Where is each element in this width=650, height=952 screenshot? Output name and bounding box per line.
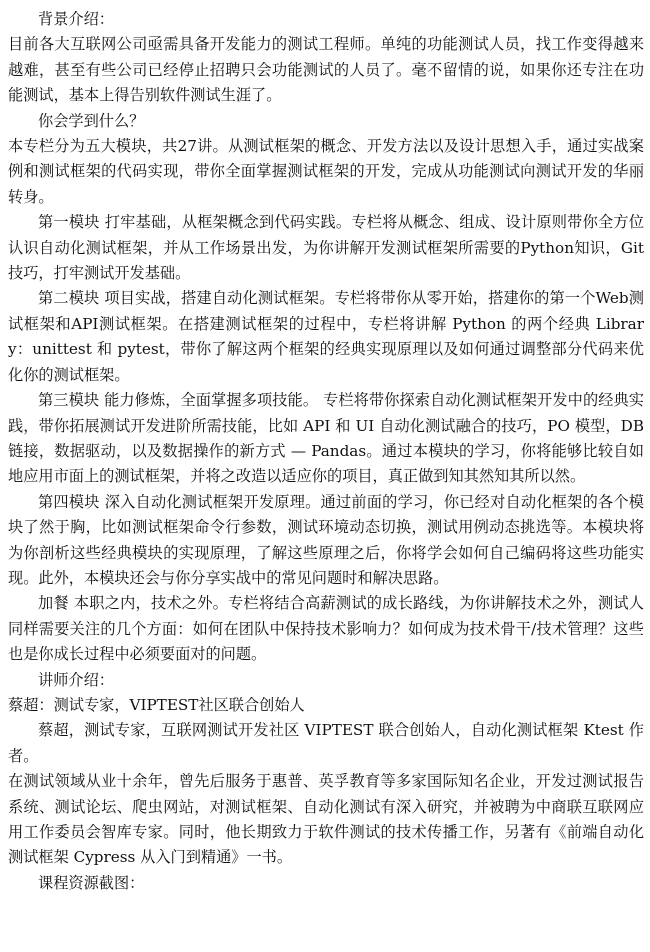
teacher-heading: 讲师介绍： [38,670,114,689]
module-one-paragraph: 第一模块 打牢基础，从框架概念到代码实践。专栏将从概念、组成、设计原则带你全方位认识自动化测试框架，并从工作场景出发，为你讲解开发测试框架所需要的Python知识，Git技巧，打牢测试开发基础。 [8,213,644,283]
teacher-experience-paragraph: 在测试领域从业十余年，曾先后服务于惠普、英孚教育等多家国际知名企业，开发过测试报告系统、测试论坛、爬虫网站，对测试框架、自动化测试有深入研究，并被聘为中商联互联网应用工作委员会智库专家。同时，他长期致力于软件测试的技术传播工作，另著有《前端自动化测试框架 Cypress 从入门到精通》一书。 [8,772,644,867]
bonus-paragraph: 加餐 本职之内，技术之外。专栏将结合高薪测试的成长路线，为你讲解技术之外，测试人同样需要关注的几个方面：如何在团队中保持技术影响力？如何成为技术骨干/技术管理？这些也是你成长过程中必须要面对的问题。 [8,594,644,664]
what-you-learn-heading: 你会学到什么？ [38,111,145,130]
background-paragraph: 目前各大互联网公司亟需具备开发能力的测试工程师。单纯的功能测试人员，找工作变得越来越难，甚至有些公司已经停止招聘只会功能测试的人员了。毫不留情的说，如果你还专注在功能测试，基本上得告别软件测试生涯了。 [8,35,644,105]
module-two-paragraph: 第二模块 项目实战，搭建自动化测试框架。专栏将带你从零开始，搭建你的第一个Web测试框架和API测试框架。在搭建测试框架的过程中，专栏将讲解 Python 的两个经典 Library：unittest 和 pytest，带你了解这两个框架的经典实现原理以及如何通过调整部分代码来优化你的测试框架。 [8,289,644,384]
what-you-learn-paragraph: 本专栏分为五大模块，共27讲。从测试框架的概念、开发方法以及设计思想入手，通过实战案例和测试框架的代码实现，带你全面掌握测试框架的开发，完成从功能测试向测试开发的华丽转身。 [8,137,644,206]
module-four-paragraph: 第四模块 深入自动化测试框架开发原理。通过前面的学习，你已经对自动化框架的各个模块了然于胸，比如测试框架命令行参数，测试环境动态切换，测试用例动态挑选等。本模块将为你剖析这些经典模块的实现原理，了解这些原理之后，你将学会如何自己编码将这些功能实现。此外，本模块还会与你分享实战中的常见问题时和解决思路。 [8,492,644,587]
background-heading: 背景介绍： [38,10,114,28]
course-resources-heading: 课程资源截图： [38,873,145,892]
module-three-paragraph: 第三模块 能力修炼，全面掌握多项技能。 专栏将带你探索自动化测试框架开发中的经典实践，带你拓展测试开发进阶所需技能，比如 API 和 UI 自动化测试融合的技巧，PO 模型，DB 链接，数据驱动，以及数据操作的新方式 — Pandas。通过本模块的学习，你将能够比较自如地应用市面上的测试框架，并将之改造以适应你的项目，真正做到知其然知其所以然。 [8,391,644,486]
teacher-title-line: 蔡超：测试专家，VIPTEST社区联合创始人 [8,695,305,714]
teacher-bio-paragraph: 蔡超，测试专家，互联网测试开发社区 VIPTEST 联合创始人，自动化测试框架 Ktest 作者。 [8,721,644,765]
